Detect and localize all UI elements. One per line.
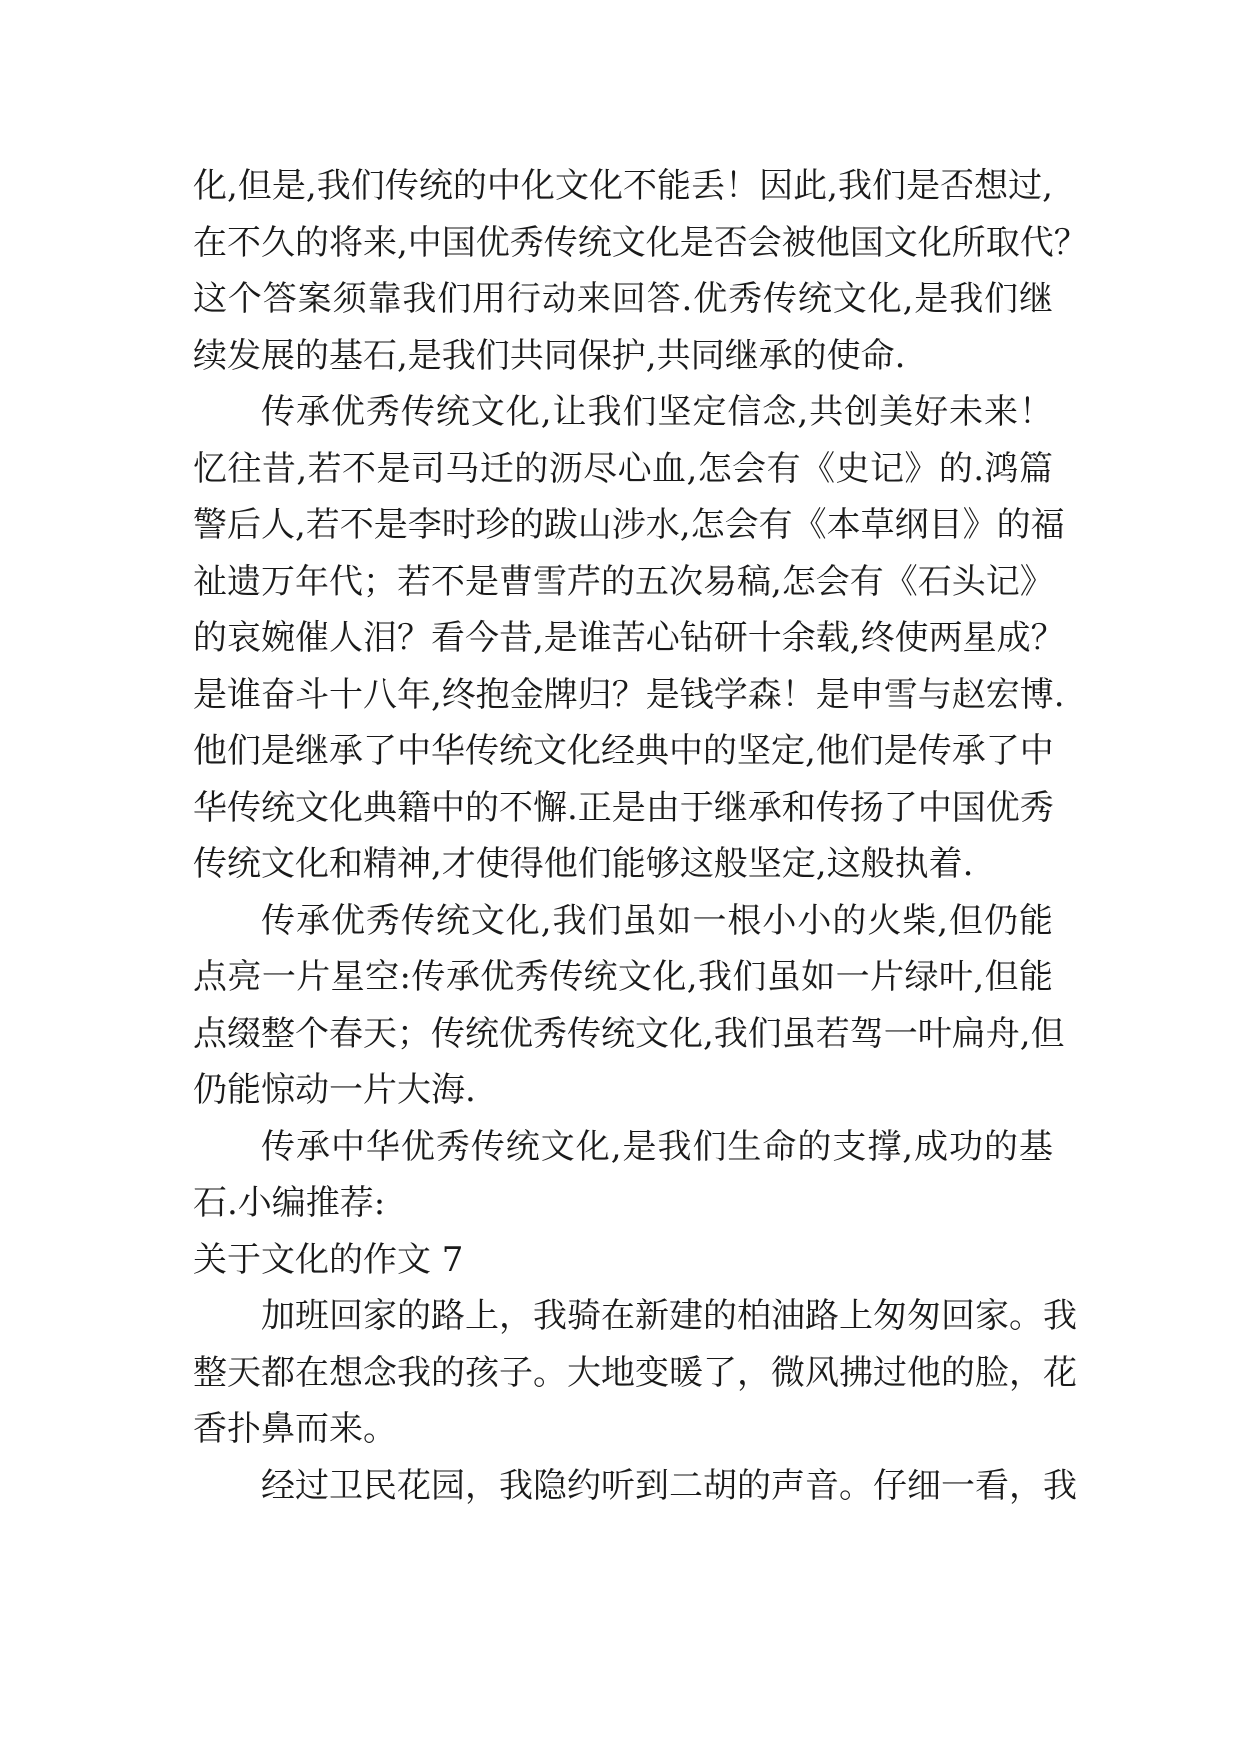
- text-line: 传统文化和精神,才使得他们能够这般坚定,这般执着.: [193, 844, 974, 884]
- text-line: 点缀整个春天；传统优秀传统文化,我们虽若驾一叶扁舟,但: [193, 1013, 1065, 1054]
- text-line: 整天都在想念我的孩子。大地变暖了，微风拂过他的脸，花: [193, 1352, 1077, 1393]
- text-line: 香扑鼻而来。: [193, 1409, 397, 1449]
- text-line: 石.小编推荐:: [193, 1183, 386, 1223]
- text-line: 这个答案须靠我们用行动来回答.优秀传统文化,是我们继: [193, 279, 1053, 319]
- text-line: 点亮一片星空:传承优秀传统文化,我们虽如一片绿叶,但能: [193, 957, 1053, 997]
- text-line: 华传统文化典籍中的不懈.正是由于继承和传扬了中国优秀: [193, 787, 1054, 828]
- paragraph-start-line: 传承优秀传统文化,我们虽如一根小小的火柴,但仍能: [261, 900, 1053, 941]
- paragraph-start-line: 加班回家的路上，我骑在新建的柏油路上匆匆回家。我: [261, 1296, 1077, 1336]
- document-body: [193, 158, 1088, 1514]
- text-line: 他们是继承了中华传统文化经典中的坚定,他们是传承了中: [193, 731, 1054, 771]
- text-line: 续发展的基石,是我们共同保护,共同继承的使命.: [193, 335, 906, 376]
- text-line: 在不久的将来,中国优秀传统文化是否会被他国文化所取代？: [193, 222, 1088, 263]
- text-line: 化,但是,我们传统的中化文化不能丢！因此,我们是否想过,: [193, 166, 1053, 206]
- text-line: 的哀婉催人泪？看今昔,是谁苦心钻研十余载,终使两星成？: [193, 618, 1065, 658]
- text-line: 祉遗万年代；若不是曹雪芹的五次易稿,怎会有《石头记》: [193, 561, 1054, 602]
- text-line: 是谁奋斗十八年,终抱金牌归？是钱学森！是申雪与赵宏博.: [193, 674, 1065, 715]
- paragraph-start-line: 传承中华优秀传统文化,是我们生命的支撑,成功的基: [261, 1126, 1053, 1167]
- text-line: 警后人,若不是李时珍的跋山涉水,怎会有《本草纲目》的福: [193, 505, 1065, 545]
- text-line: 仍能惊动一片大海.: [193, 1070, 476, 1110]
- paragraph-start-line: 经过卫民花园，我隐约听到二胡的声音。仔细一看，我: [261, 1465, 1077, 1506]
- text-line: 忆往昔,若不是司马迁的沥尽心血,怎会有《史记》的.鸿篇: [193, 448, 1053, 489]
- paragraph-start-line: 传承优秀传统文化,让我们坚定信念,共创美好未来！: [261, 392, 1053, 432]
- section-heading: 关于文化的作文 7: [193, 1239, 464, 1280]
